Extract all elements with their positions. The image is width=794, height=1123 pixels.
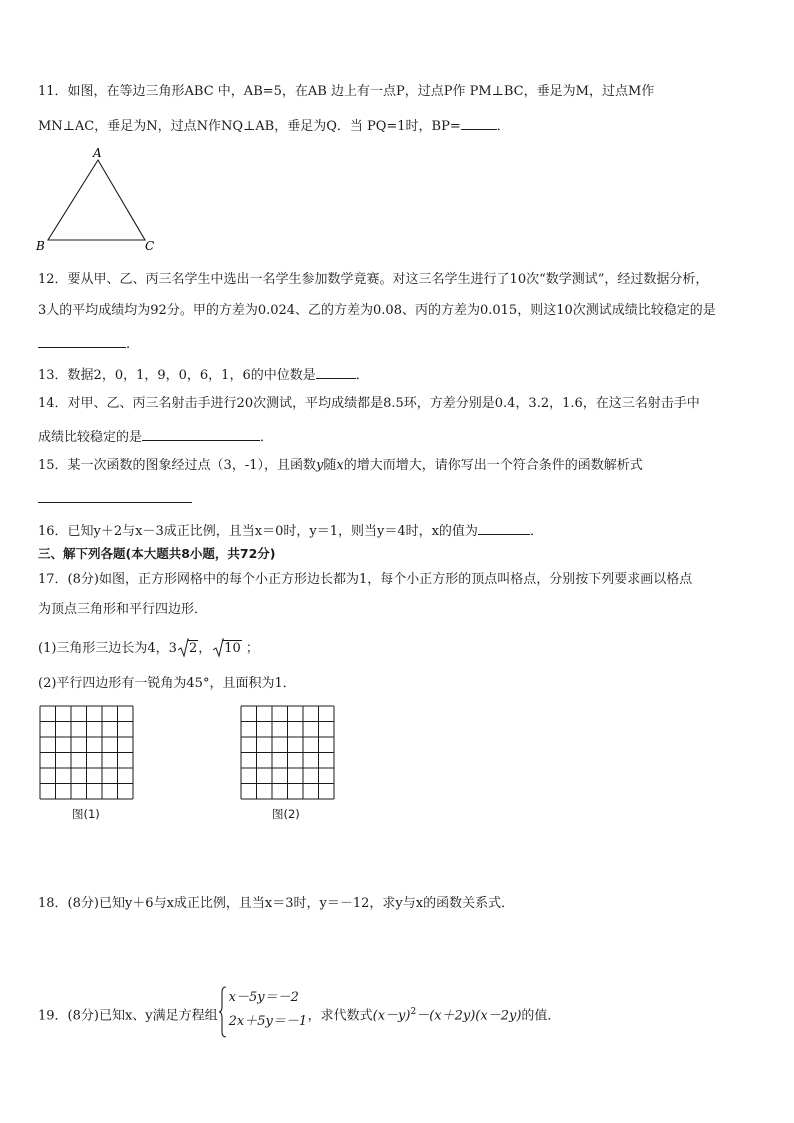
q17-part1-text: (1)三角形三边长为4，3 [38,641,177,656]
q17-part2: (2)平行四边形有一锐角为45°，且面积为1． [38,676,296,691]
q13-period: ． [355,368,369,383]
q16-text: 16．已知y＋2与x－3成正比例，且当x＝0时，y＝1，则当y＝4时，x的值为 [38,524,478,539]
q11-line1: 11．如图，在等边三角形ABC 中，AB=5，在AB 边上有一点P，过点P作 PM⊥BC，垂足为M，过点M作 [38,84,655,99]
q15-var-y: y [315,458,324,473]
q11-period: ． [496,119,510,134]
q15-text-post: 的增大而增大，请你写出一个符合条件的函数解析式 [343,458,643,473]
radical-sign [178,638,189,658]
grid-figure-1 [39,705,137,801]
q15-text-pre: 15．某一次函数的图象经过点（3，-1），且函数 [38,458,316,473]
answer-blank-q14[interactable] [142,426,260,441]
q16-line [38,520,543,541]
q12-line1: 12．要从甲、乙、丙三名学生中选出一名学生参加数学竟赛。对这三名学生进行了10次“数学测试”，经过数据分析， [38,272,709,287]
left-brace [218,986,228,1038]
expression-part1: (x－y) [372,1008,411,1024]
sqrt-10-expression [213,640,242,658]
answer-blank-q12[interactable] [38,333,126,348]
triangle-abc-figure [30,142,165,257]
q11-line2 [38,115,510,136]
vertex-label-a: A [93,146,102,160]
q12-line3 [38,333,130,354]
equation-1: x－5y＝－2 [228,990,299,1005]
grid-figure-2 [240,705,338,801]
answer-blank-q16[interactable] [478,520,530,535]
exponent-2: 2 [410,1007,417,1017]
answer-blank-q11[interactable] [461,115,497,130]
q11-line2-text: MN⊥AC，垂足为N，过点N作NQ⊥AB，垂足为Q．当 PQ=1时，BP= [38,119,461,134]
q17-semicolon: ； [245,641,259,656]
q15-text-mid: 随 [323,458,337,473]
radicand-10: 10 [224,641,241,656]
vertex-label-b: B [36,239,45,253]
equation-2: 2x＋5y＝－1 [228,1014,308,1029]
q13-line [38,364,369,385]
q17-comma: ， [198,641,212,656]
vertex-label-c: C [145,239,155,253]
q19-text-pre: 19．(8分)已知x、y满足方程组 [38,1008,218,1024]
radical-sign [213,638,224,658]
q12-period: . [126,337,131,352]
q18-line: 18．(8分)已知y＋6与x成正比例，且当x＝3时，y＝－12，求y与x的函数关系式． [38,896,515,911]
q17-line1: 17．(8分)如图，正方形网格中的每个小正方形边长都为1，每个小正方形的顶点叫格点，分别按下列要求画以格点 [38,572,693,587]
q19-text-post: 的值． [521,1008,561,1024]
q15-var-x: x [336,458,344,473]
answer-blank-q15[interactable] [38,488,192,503]
q19-line [38,990,561,1029]
equation-system [218,990,308,1029]
q14-line2 [38,426,273,447]
answer-blank-q13[interactable] [316,364,356,379]
q17-part1 [38,640,259,658]
q13-text: 13．数据2，0，1，9，0，6，1，6的中位数是 [38,368,316,383]
expression-part2: －(x＋2y)(x－2y) [416,1008,522,1024]
triangle-abc [48,160,145,240]
q19-text-mid: ，求代数式 [307,1008,373,1024]
q15-line1 [38,457,643,475]
q17-line2: 为顶点三角形和平行四边形． [38,602,208,617]
q14-text: 成绩比较稳定的是 [38,430,143,445]
radicand-2: 2 [188,641,198,656]
section-heading: 三、解下列各题(本大题共8小题，共72分) [38,546,276,561]
q15-line2 [38,488,192,509]
q14-period: ． [260,430,274,445]
q14-line1: 14．对甲、乙、丙三名射击手进行20次测试，平均成绩都是8.5环，方差分别是0.4，3.2，1.6，在这三名射击手中 [38,396,700,411]
figure-caption-2: 图(2) [272,807,300,821]
q12-line2: 3人的平均成绩均为92分。甲的方差为0.024、乙的方差为0.08、丙的方差为0.015，则这10次测试成绩比较稳定的是 [38,303,716,318]
figure-caption-1: 图(1) [72,807,100,821]
sqrt-2-expression [178,640,198,658]
q16-period: ． [529,524,543,539]
